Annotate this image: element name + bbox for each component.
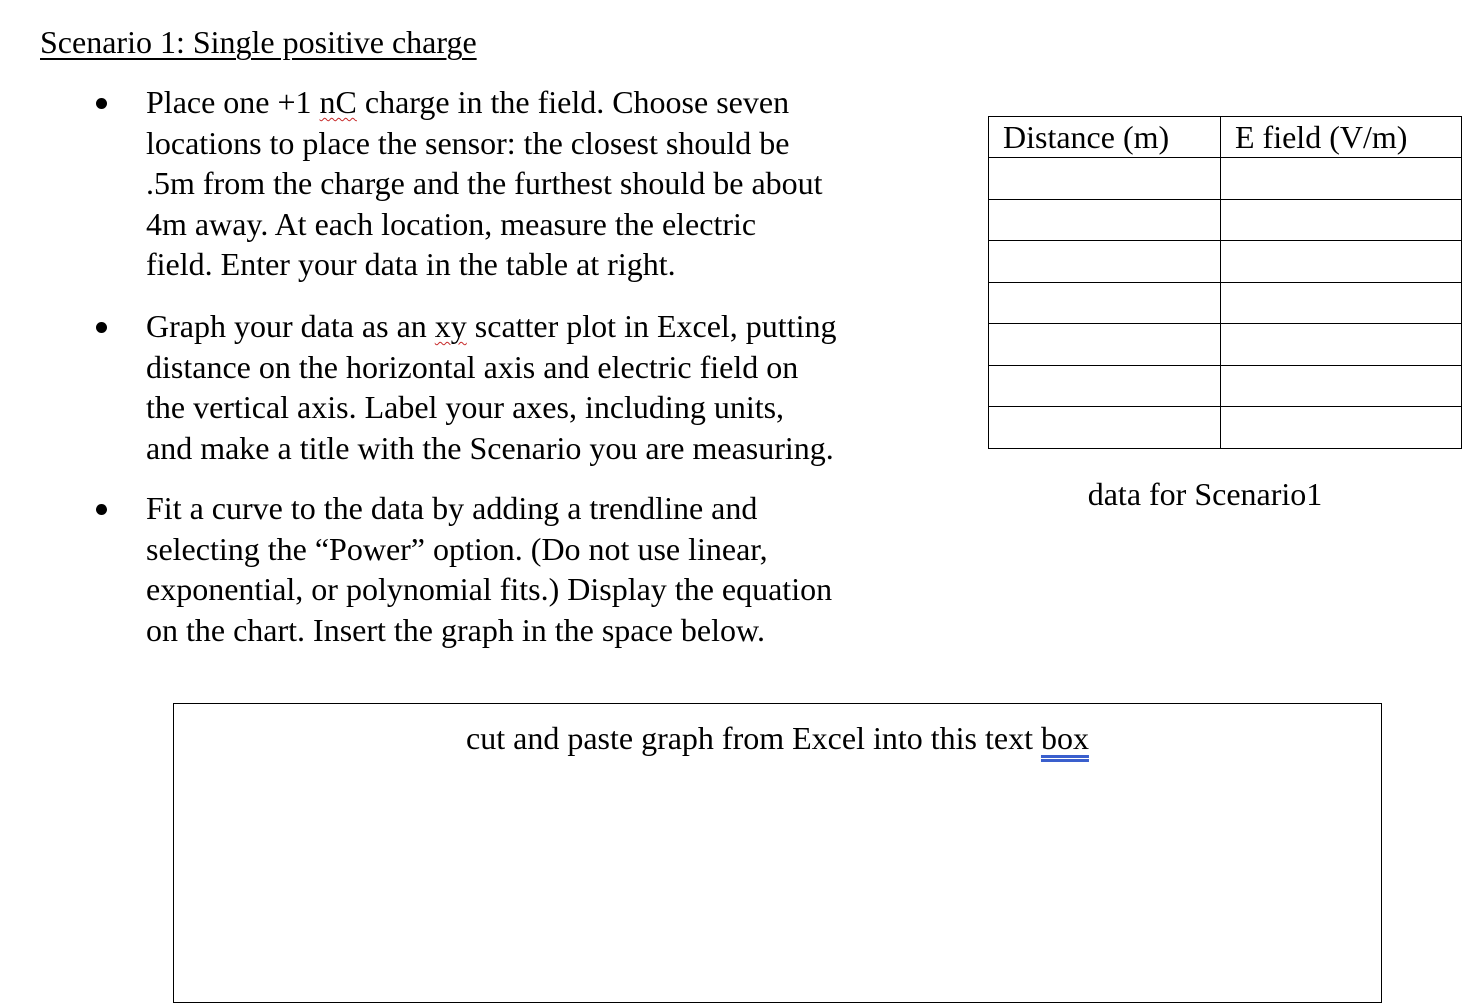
table-row: [989, 241, 1462, 283]
table-header-row: [989, 117, 1462, 158]
table-cell[interactable]: [989, 324, 1221, 366]
spell-flag: xy: [434, 308, 467, 344]
page-title: Scenario 1: Single positive charge: [40, 24, 477, 60]
table-cell[interactable]: [989, 241, 1221, 283]
text-line: and make a title with the Scenario you are measuring.: [146, 429, 834, 466]
text-line: exponential, or polynomial fits.) Display the equation: [146, 571, 833, 607]
table-row: [989, 199, 1462, 241]
table-cell[interactable]: [1221, 241, 1462, 283]
table-row: [989, 282, 1462, 324]
table-row: [989, 365, 1462, 407]
table-cell[interactable]: [1221, 158, 1462, 200]
instruction-item-3: [146, 488, 946, 650]
table-cell[interactable]: [1221, 407, 1462, 449]
text-line: selecting the “Power” option. (Do not use linear,: [146, 530, 768, 567]
text-line: Graph your data as an xy scatter plot in Excel, putting: [146, 308, 837, 344]
graph-text-box[interactable]: [173, 703, 1382, 1003]
table-cell[interactable]: [989, 199, 1221, 241]
table-row: [989, 324, 1462, 366]
table-cell[interactable]: [989, 282, 1221, 324]
text-line: locations to place the sensor: the closest should be: [146, 124, 790, 161]
table-row: [989, 158, 1462, 200]
data-table: [988, 116, 1462, 449]
grammar-flag: box: [1040, 720, 1089, 756]
bullet-dot: [96, 98, 107, 109]
table-caption: data for Scenario1: [1087, 476, 1323, 512]
text-line: on the chart. Insert the graph in the space below.: [146, 611, 766, 648]
text-line: distance on the horizontal axis and electric field on: [146, 348, 799, 385]
instruction-item-1: [146, 82, 946, 285]
text-line: the vertical axis. Label your axes, including units,: [146, 389, 785, 425]
text-line: .5m from the charge and the furthest should be about: [146, 165, 823, 201]
column-header-e-field: E field (V/m): [1221, 117, 1462, 158]
text-line: Fit a curve to the data by adding a trendline and: [146, 490, 758, 526]
table-cell[interactable]: [1221, 324, 1462, 366]
text-line: field. Enter your data in the table at right.: [146, 246, 676, 282]
bullet-dot: [96, 504, 107, 515]
table-row: [989, 407, 1462, 449]
table-cell[interactable]: [1221, 365, 1462, 407]
text-line: Place one +1 nC charge in the field. Choose seven: [146, 84, 790, 120]
spell-flag: nC: [319, 84, 357, 120]
table-cell[interactable]: [989, 407, 1221, 449]
instruction-item-2: [146, 306, 946, 468]
table-cell[interactable]: [989, 365, 1221, 407]
text-box-label: cut and paste graph from Excel into this text box: [466, 720, 1089, 756]
column-header-distance: Distance (m): [989, 117, 1221, 158]
table-cell[interactable]: [989, 158, 1221, 200]
text-line: 4m away. At each location, measure the electric: [146, 205, 757, 242]
table-cell[interactable]: [1221, 282, 1462, 324]
bullet-dot: [96, 322, 107, 333]
table-cell[interactable]: [1221, 199, 1462, 241]
